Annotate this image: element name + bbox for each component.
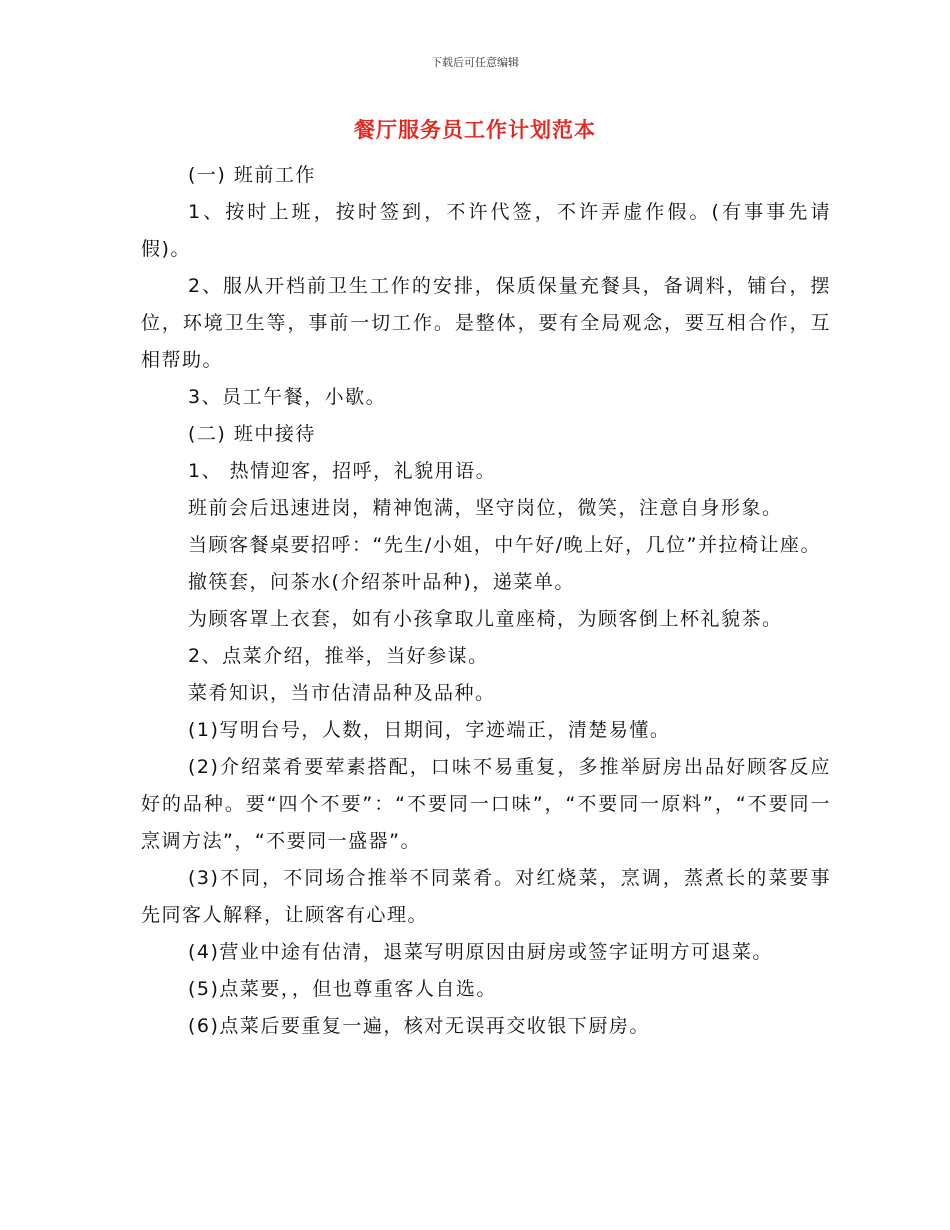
document-title: 餐厅服务员工作计划范本 bbox=[354, 118, 596, 142]
paragraph: 当顾客餐桌要招呼：“先生/小姐，中午好/晚上好，几位”并拉椅让座。 bbox=[188, 534, 821, 556]
paragraph: (二) 班中接待 bbox=[188, 423, 316, 445]
header-note: 下载后可任意编辑 bbox=[431, 56, 519, 69]
paragraph: (5)点菜要，，但也尊重客人自选。 bbox=[188, 978, 497, 1000]
paragraph: (4)营业中途有估清，退菜写明原因由厨房或签字证明方可退菜。 bbox=[188, 941, 773, 963]
paragraph: 撤筷套，问茶水(介绍茶叶品种)，递菜单。 bbox=[188, 571, 575, 593]
paragraph: (6)点菜后要重复一遍，核对无误再交收银下厨房。 bbox=[188, 1015, 650, 1037]
paragraph: 为顾客罩上衣套，如有小孩拿取儿童座椅，为顾客倒上杯礼貌茶。 bbox=[188, 608, 783, 630]
paragraph: (2)介绍菜肴要荤素搭配，口味不易重复，多推举厨房出品好顾客反应好的品种。要“四个不要”：“不要同一口味”，“不要同一原料”，“不要同一烹调方法”，“不要同一盛器”。 bbox=[141, 756, 831, 852]
paragraph: (一) 班前工作 bbox=[188, 164, 316, 186]
paragraph: 2、点菜介绍，推举，当好参谋。 bbox=[188, 645, 489, 667]
paragraph: 菜肴知识，当市估清品种及品种。 bbox=[188, 682, 496, 704]
paragraph: 班前会后迅速进岗，精神饱满，坚守岗位，微笑，注意自身形象。 bbox=[188, 497, 783, 519]
paragraph: (1)写明台号，人数，日期间，字迹端正，清楚易懂。 bbox=[188, 719, 671, 741]
paragraph: 3、员工午餐，小歇。 bbox=[188, 386, 387, 408]
paragraph: 1、按时上班，按时签到，不许代签，不许弄虚作假。(有事事先请假)。 bbox=[141, 201, 831, 260]
paragraph: 1、 热情迎客，招呼，礼貌用语。 bbox=[188, 460, 497, 482]
document-body bbox=[141, 157, 831, 1045]
paragraph: 2、服从开档前卫生工作的安排，保质保量充餐具，备调料，铺台，摆位，环境卫生等，事前一切工作。是整体，要有全局观念，要互相合作，互相帮助。 bbox=[141, 275, 831, 371]
paragraph: (3)不同，不同场合推举不同菜肴。对红烧菜，烹调，蒸煮长的菜要事先同客人解释，让顾客有心理。 bbox=[141, 867, 831, 926]
